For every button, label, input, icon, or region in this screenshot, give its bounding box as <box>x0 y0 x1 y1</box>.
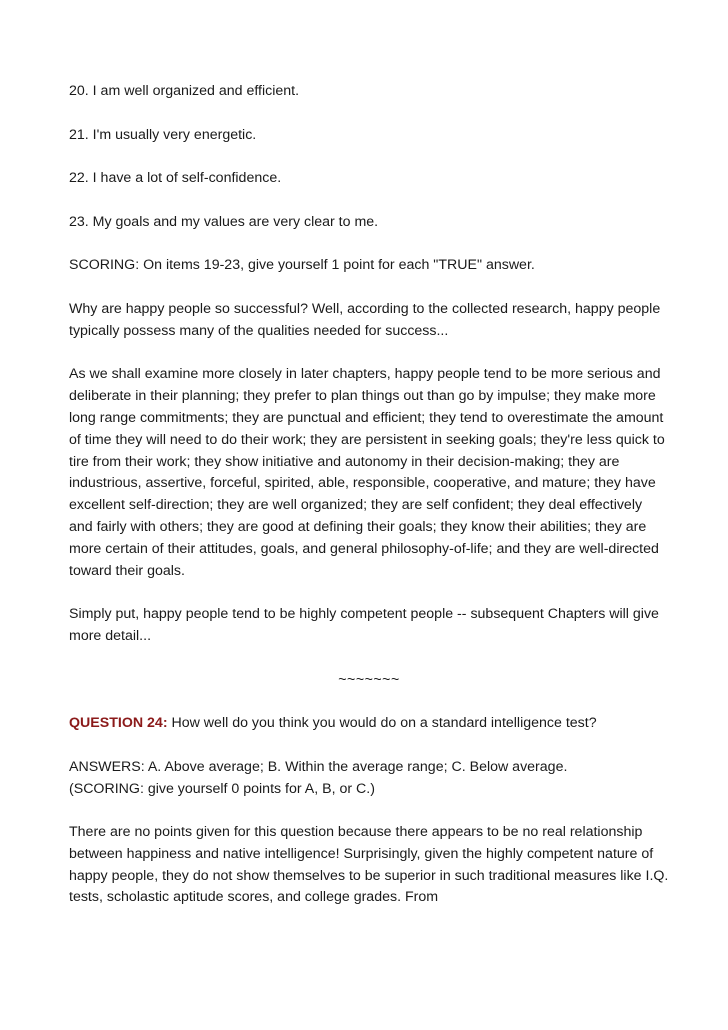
paragraph-why-successful: Why are happy people so successful? Well, according to the collected research, happy people typically possess many of the qualities needed for success... <box>69 300 661 339</box>
paragraph-explanation: There are no points given for this question because there appears to be no real relationship between happiness and native intelligence! Surprisingly, given the highly competent nature of happy people, they do not show themselves to be superior in such traditional measures like I.Q. tests, scholastic aptitude scores, and college grades. From <box>69 824 669 906</box>
section-separator: ~~~~~~~ <box>338 671 400 688</box>
paragraph-simply-put: Simply put, happy people tend to be highly competent people -- subsequent Chapters will give more detail... <box>69 606 659 644</box>
answers-text: ANSWERS: A. Above average; B. Within the average range; C. Below average. <box>69 758 568 775</box>
question-label: QUESTION 24: <box>69 715 168 732</box>
answers-block <box>69 757 669 801</box>
item-21: 21. I'm usually very energetic. <box>69 126 257 143</box>
question-text: How well do you think you would do on a standard intelligence test? <box>167 715 597 732</box>
item-20: 20. I am well organized and efficient. <box>69 83 300 99</box>
question-24 <box>69 713 669 735</box>
scoring-note: SCORING: On items 19-23, give yourself 1 point for each "TRUE" answer. <box>69 257 535 274</box>
item-22: 22. I have a lot of self-confidence. <box>69 170 282 187</box>
item-23: 23. My goals and my values are very clear to me. <box>69 213 379 230</box>
paragraph-qualities: As we shall examine more closely in later chapters, happy people tend to be more serious and deliberate in their planning; they prefer to plan things out than go by impulse; they make more long range commitments; they are punctual and efficient; they tend to overestimate the amount of time they will need to do their work; they are persistent in seeking goals; they're less quick to tire from their work; they show initiative and autonomy in their decision-making; they are industrious, assertive, forceful, spirited, able, responsible, cooperative, and mature; they have excellent self-direction; they are well organized; they are self confident; they deal effectively and fairly with others; they are good at defining their goals; they know their abilities; they are more certain of their attitudes, goals, and general philosophy-of-life; and they are well-directed toward their goals. <box>69 366 665 579</box>
document-page <box>69 81 669 931</box>
answers-scoring: (SCORING: give yourself 0 points for A, B, or C.) <box>69 780 375 797</box>
